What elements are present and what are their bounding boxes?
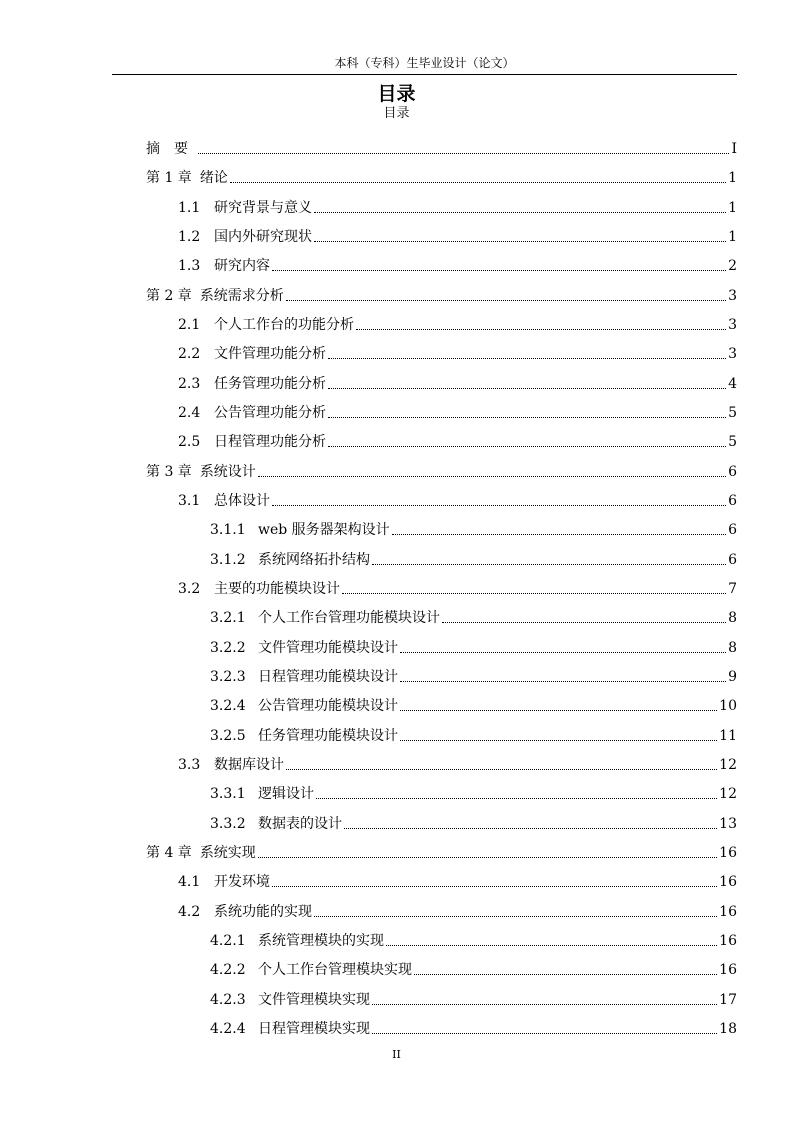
toc-entry[interactable] xyxy=(210,803,737,833)
toc-entry-page: 1 xyxy=(728,199,737,216)
toc-entry-title: 公告管理功能模块设计 xyxy=(258,698,398,715)
toc-entry-title: 研究背景与意义 xyxy=(214,199,312,216)
toc-dot-leader xyxy=(356,329,726,330)
toc-entry-number: 4.2 xyxy=(178,903,201,920)
toc-entry-page: 1 xyxy=(728,170,737,187)
toc-entry-number: 第 2 章 xyxy=(146,287,192,304)
toc-entry-number: 3.2.1 xyxy=(210,610,246,627)
toc-entry-number: 4.2.3 xyxy=(210,991,246,1008)
running-header: 本科（专科）生毕业设计（论文） xyxy=(334,56,515,70)
toc-entry-title: 个人工作台管理模块实现 xyxy=(258,962,412,979)
toc-entry-title: 系统网络拓扑结构 xyxy=(258,551,370,568)
toc-entry-page: 16 xyxy=(719,903,737,920)
toc-entry-number: 3.1 xyxy=(178,492,201,509)
header-rule xyxy=(112,74,737,75)
toc-entry-number: 3.1.1 xyxy=(210,522,246,539)
toc-entry-number: 1.3 xyxy=(178,258,201,275)
toc-dot-leader xyxy=(400,652,726,653)
toc-entry-page: 16 xyxy=(719,874,737,891)
toc-dot-leader xyxy=(316,798,717,799)
toc-entry-number: 3.2.5 xyxy=(210,727,246,744)
toc-entry-title: 个人工作台的功能分析 xyxy=(214,316,354,333)
toc-entry-number: 3.1.2 xyxy=(210,551,246,568)
toc-entry-number: 4.2.4 xyxy=(210,1020,246,1037)
toc-dot-leader xyxy=(372,1004,717,1005)
toc-entry[interactable] xyxy=(210,949,737,979)
toc-entry-number: 2.1 xyxy=(178,316,201,333)
toc-dot-leader xyxy=(272,270,726,271)
toc-entry-title: 文件管理功能模块设计 xyxy=(258,639,398,656)
toc-dot-leader xyxy=(442,622,726,623)
toc-entry-number: 第 4 章 xyxy=(146,844,192,861)
toc-entry-page: 13 xyxy=(719,815,737,832)
toc-entry-number: 2.2 xyxy=(178,346,201,363)
toc-entry-number: 2.3 xyxy=(178,375,201,392)
toc-entry-page: 7 xyxy=(728,580,737,597)
toc-entry-number: 2.4 xyxy=(178,404,201,421)
toc-entry[interactable] xyxy=(146,451,737,481)
toc-dot-leader xyxy=(272,505,726,506)
toc-entry-title: 数据表的设计 xyxy=(258,815,342,832)
toc-entry[interactable] xyxy=(178,568,737,598)
toc-entry-page: 6 xyxy=(728,551,737,568)
toc-dot-leader xyxy=(272,886,717,887)
toc-entry[interactable] xyxy=(178,861,737,891)
toc-entry-page: 6 xyxy=(728,492,737,509)
toc-dot-leader xyxy=(314,916,717,917)
toc-dot-leader xyxy=(258,857,717,858)
page-number: II xyxy=(392,1048,401,1061)
toc-entry-page: 5 xyxy=(728,434,737,451)
toc-entry-page: 16 xyxy=(719,932,737,949)
toc-entry-number: 第 3 章 xyxy=(146,463,192,480)
toc-entry-number: 1.2 xyxy=(178,228,201,245)
toc-dot-leader xyxy=(386,945,717,946)
toc-entry-title: web 服务器架构设计 xyxy=(258,522,390,539)
toc-entry[interactable] xyxy=(146,128,737,158)
toc-entry[interactable] xyxy=(210,597,737,627)
toc-dot-leader xyxy=(258,476,726,477)
toc-dot-leader xyxy=(344,828,717,829)
toc-entry-number: 摘 要 xyxy=(146,141,188,157)
toc-entry[interactable] xyxy=(210,773,737,803)
toc-entry[interactable] xyxy=(178,187,737,217)
page-title: 目录 xyxy=(377,83,416,105)
toc-dot-leader xyxy=(314,241,726,242)
toc-dot-leader xyxy=(286,769,717,770)
toc-entry-title: 系统功能的实现 xyxy=(214,903,312,920)
toc-entry[interactable] xyxy=(178,304,737,334)
toc-entry-title: 任务管理功能分析 xyxy=(214,375,326,392)
toc-entry-title: 国内外研究现状 xyxy=(214,228,312,245)
toc-entry-title: 任务管理功能模块设计 xyxy=(258,727,398,744)
toc-entry-title: 个人工作台管理功能模块设计 xyxy=(258,610,440,627)
toc-entry-title: 数据库设计 xyxy=(214,756,284,773)
toc-dot-leader xyxy=(372,1033,717,1034)
toc-entry-number: 4.1 xyxy=(178,874,201,891)
toc-entry[interactable] xyxy=(178,891,737,921)
toc-entry-title: 日程管理功能模块设计 xyxy=(258,668,398,685)
toc-entry[interactable] xyxy=(146,157,737,187)
toc-entry-number: 3.2 xyxy=(178,580,201,597)
toc-entry[interactable] xyxy=(178,480,737,510)
toc-entry-page: 3 xyxy=(728,346,737,363)
toc-entry-page: 6 xyxy=(728,522,737,539)
toc-entry-number: 第 1 章 xyxy=(146,170,192,187)
toc-entry-title: 日程管理功能分析 xyxy=(214,434,326,451)
toc-entry-title: 日程管理模块实现 xyxy=(258,1020,370,1037)
toc-entry-page: 10 xyxy=(719,698,737,715)
toc-entry[interactable] xyxy=(210,685,737,715)
toc-dot-leader xyxy=(342,593,726,594)
toc-entry-page: 4 xyxy=(728,375,737,392)
toc-entry[interactable] xyxy=(146,832,737,862)
toc-entry-number: 3.3.1 xyxy=(210,786,246,803)
toc-dot-leader xyxy=(198,153,729,154)
toc-entry-title: 系统设计 xyxy=(199,463,256,480)
toc-entry[interactable] xyxy=(178,333,737,363)
toc-entry-page: 11 xyxy=(719,727,737,744)
toc-entry-page: 9 xyxy=(728,668,737,685)
toc-entry[interactable] xyxy=(178,421,737,451)
toc-entry-number: 4.2.1 xyxy=(210,932,246,949)
toc-entry-title: 系统需求分析 xyxy=(199,287,284,304)
toc-entry-title: 系统管理模块的实现 xyxy=(258,932,384,949)
toc-entry[interactable] xyxy=(210,715,737,745)
toc-entry-number: 3.3.2 xyxy=(210,815,246,832)
toc-entry[interactable] xyxy=(210,509,737,539)
toc-entry-number: 4.2.2 xyxy=(210,962,246,979)
toc-dot-leader xyxy=(328,388,726,389)
toc-entry[interactable] xyxy=(210,656,737,686)
toc-entry-number: 3.2.3 xyxy=(210,668,246,685)
toc-entry[interactable] xyxy=(210,539,737,569)
toc-entry-page: 3 xyxy=(728,287,737,304)
toc-entry-page: 8 xyxy=(728,610,737,627)
toc-entry-number: 1.1 xyxy=(178,199,201,216)
toc-entry[interactable] xyxy=(146,275,737,305)
toc-entry-page: 3 xyxy=(728,316,737,333)
toc-dot-leader xyxy=(286,300,726,301)
toc-dot-leader xyxy=(400,710,717,711)
toc-dot-leader xyxy=(400,681,726,682)
toc-entry-title: 总体设计 xyxy=(214,492,270,509)
toc-entry-title: 研究内容 xyxy=(214,258,270,275)
toc-entry-title: 逻辑设计 xyxy=(258,786,314,803)
toc-entry[interactable] xyxy=(210,627,737,657)
toc-entry-page: 12 xyxy=(719,786,737,803)
toc-entry-page: 6 xyxy=(728,463,737,480)
toc-entry-page: 2 xyxy=(728,258,737,275)
toc-entry-page: 8 xyxy=(728,639,737,656)
toc-entry[interactable] xyxy=(210,920,737,950)
toc-entry[interactable] xyxy=(178,744,737,774)
toc-entry[interactable] xyxy=(210,979,737,1009)
toc-entry-page: I xyxy=(731,141,737,157)
toc-entry-page: 18 xyxy=(719,1020,737,1037)
toc-entry-title: 开发环境 xyxy=(214,874,270,891)
toc-dot-leader xyxy=(372,564,726,565)
toc-entry-page: 1 xyxy=(728,228,737,245)
toc-dot-leader xyxy=(392,534,726,535)
toc-dot-leader xyxy=(400,740,717,741)
toc-dot-leader xyxy=(328,417,726,418)
toc-entry-title: 主要的功能模块设计 xyxy=(214,580,340,597)
toc-entry[interactable] xyxy=(178,363,737,393)
toc-dot-leader xyxy=(314,212,726,213)
toc-dot-leader xyxy=(414,974,717,975)
toc-entry-page: 16 xyxy=(719,844,737,861)
toc-entry-number: 3.2.2 xyxy=(210,639,246,656)
toc-entry-title: 文件管理功能分析 xyxy=(214,346,326,363)
toc-dot-leader xyxy=(328,358,726,359)
page-subtitle: 目录 xyxy=(383,106,410,121)
toc-entry[interactable] xyxy=(210,1008,737,1038)
toc-entry-page: 16 xyxy=(719,962,737,979)
toc-entry-page: 17 xyxy=(719,991,737,1008)
toc-entry[interactable] xyxy=(178,245,737,275)
toc-entry[interactable] xyxy=(178,216,737,246)
toc-entry-title: 文件管理模块实现 xyxy=(258,991,370,1008)
toc-entry-title: 系统实现 xyxy=(199,844,256,861)
toc-entry-number: 3.2.4 xyxy=(210,698,246,715)
toc-entry-number: 2.5 xyxy=(178,434,201,451)
toc-entry[interactable] xyxy=(178,392,737,422)
toc-entry-page: 5 xyxy=(728,404,737,421)
toc-entry-number: 3.3 xyxy=(178,756,201,773)
toc-dot-leader xyxy=(328,446,726,447)
toc-dot-leader xyxy=(230,182,726,183)
toc-entry-title: 公告管理功能分析 xyxy=(214,404,326,421)
toc-entry-title: 绪论 xyxy=(199,170,228,187)
toc-entry-page: 12 xyxy=(719,756,737,773)
